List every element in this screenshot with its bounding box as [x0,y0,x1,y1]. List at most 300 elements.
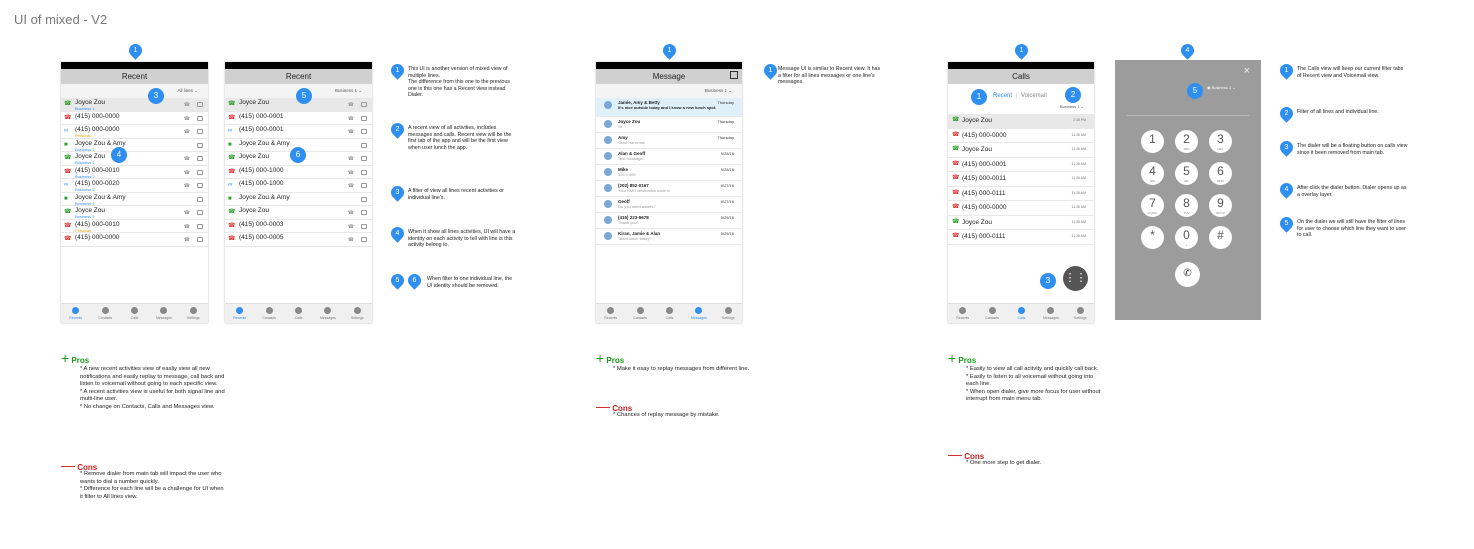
keypad-key[interactable] [1175,226,1198,249]
list-item[interactable] [61,166,208,180]
tab-calls[interactable]: Calls [655,304,684,323]
pin-marker: 1 [761,61,779,79]
call-back-icon[interactable]: ☎ [183,169,190,176]
note-text: The Calls view will keep our current filter tabs of Recent view and Voicemail view. [1297,66,1404,79]
conversation-preview: Your SMS verification code is [618,188,670,193]
key-letters: ABC [1183,147,1190,151]
tab-messages[interactable]: Messages [149,304,178,323]
dialer-fab[interactable] [1063,266,1088,291]
list-item[interactable] [61,220,208,234]
tab-bar [596,303,742,323]
tab-contacts[interactable]: Contacts [90,304,119,323]
list-item[interactable] [225,206,372,220]
missed-call-icon: ☎ [952,204,960,210]
tab-calls[interactable]: Calls [120,304,149,323]
contact-name: Joyce Zou [239,99,269,106]
call-back-icon[interactable]: ☎ [347,156,354,162]
call-item[interactable] [948,201,1094,216]
message-icon[interactable] [197,197,203,202]
message-icon: ■ [228,141,232,148]
call-button[interactable] [1175,262,1200,287]
keypad-key[interactable] [1141,130,1164,153]
pin-marker [1277,214,1295,232]
list-item[interactable] [225,193,372,207]
missed-call-icon: ☎ [952,131,960,138]
keypad-icon: ⋮⋮ [1064,272,1087,284]
contact-name: Joyce Zou [75,207,105,214]
list-item[interactable] [61,206,208,220]
message-icon[interactable] [361,102,367,107]
keypad-key[interactable] [1141,194,1164,217]
call-back-icon[interactable]: ☎ [183,156,190,162]
page-title: UI of mixed - V2 [14,12,108,27]
pros-section: + Pros [61,350,90,366]
dialer-overlay [1115,60,1261,320]
caller-name: Joyce Zou [962,146,992,153]
call-in-icon: ☎ [64,209,72,215]
caller-name: (415) 000-0001 [962,160,1007,168]
callout-badge: 4 [111,147,127,163]
list-item[interactable] [61,193,208,207]
tab-contacts[interactable]: Contacts [977,304,1006,323]
pin-number: 1 [395,67,400,74]
keypad-key[interactable] [1141,226,1164,249]
list-item[interactable] [225,166,372,180]
contact-name: Joyce Zou & Amy [75,139,126,147]
call-in-icon: ☎ [952,146,960,152]
tab-settings[interactable]: Settings [343,304,372,323]
missed-call-icon: ☎ [228,168,236,175]
conversation-preview: Do you need assets? [618,204,656,209]
voicemail-icon: ∞ [228,128,233,134]
cons-text: * Chances of replay message by mistake. [613,412,720,418]
pros-text: * Make it esay to replay messages from different line. [613,366,750,372]
message-icon[interactable] [197,170,203,175]
conversation-item[interactable] [596,98,742,117]
contact-name: (415) 000-0010 [75,166,120,174]
key-digit: 1 [1149,132,1156,146]
tab-voicemail[interactable]: Voicemail [1021,93,1047,99]
keypad-key[interactable] [1175,130,1198,153]
pros-section: + Pros [596,350,625,366]
pin-marker [388,61,406,79]
call-item[interactable] [948,230,1094,245]
message-icon: ■ [64,195,68,202]
contact-name: Joyce Zou [239,153,269,160]
pin-number: 3 [395,189,400,196]
call-back-icon[interactable]: ☎ [347,183,354,189]
call-back-icon[interactable]: ☎ [183,183,190,189]
callout-badge: 5 [1187,83,1203,99]
note-text: This UI is another version of mixed view of multiple lines. The difference from this one to the previous one is this one has a Recent view instead Dialer. [408,66,511,99]
pin-marker: 1 [1012,41,1030,59]
timestamp: 9/28/16 [720,167,734,172]
caller-name: Joyce Zou [962,117,992,124]
timestamp: 9/25/16 [720,215,734,220]
pin-marker [1277,104,1295,122]
cons-section: — Cons [596,398,633,414]
key-digit: 0 [1183,228,1190,242]
note-text: When it show all lines activities, UI will have a identity on each activity to tell with line is this activity belong to. [408,229,516,249]
timestamp: 11:26 AM [1071,132,1086,137]
pros-text: * A new recent activities view of easliy view all new notifications and easily replay to message, call back and listen to voicemail without going to each specific view. * A recent activities view is useful for both signal line and multi-line user. * No change on Contacts, Calls and Messages view. [80,366,225,410]
message-icon[interactable] [361,224,367,229]
contact-name: (415) 000-0000 [75,126,120,133]
divider [1127,115,1249,116]
avatar [604,232,612,240]
voicemail-icon: ∞ [64,182,69,188]
keypad-key[interactable] [1209,226,1232,249]
line-filter[interactable]: All lines ⌄ [61,84,208,98]
list-item[interactable] [61,125,208,139]
message-icon[interactable] [361,210,367,215]
pin-marker [405,271,423,289]
timestamp: Thursday [717,119,734,124]
line-filter[interactable]: Business 1 ⌄ [1059,104,1084,109]
screen-header: Recent [61,69,208,84]
pin-marker [388,224,406,242]
pros-text: * Easily to view all call acitvity and quickly call back. * Easily to listen to all voicemail without going into each line. * When open dialer, give more focus for user without interrupt from main menu tab. [966,366,1101,403]
key-letters: + [1185,243,1188,247]
conversation-name: Jamie, Amy & Betty [618,100,660,105]
recent-all-lines-screen [61,62,208,323]
status-bar [948,62,1094,69]
play-icon[interactable] [197,129,203,134]
call-item[interactable] [948,143,1094,158]
call-in-icon: ☎ [228,209,236,215]
conversation-name: (415) 223-5678 [618,215,649,220]
message-icon[interactable] [197,116,203,121]
message-icon[interactable] [361,116,367,121]
contact-name: (415) 000-0005 [239,234,284,241]
conversation-item[interactable] [596,229,742,245]
missed-call-icon: ☎ [64,236,72,242]
missed-call-icon: ☎ [64,114,72,121]
keypad-key[interactable] [1175,194,1198,217]
contact-name: Joyce Zou & Amy [75,193,126,201]
message-icon[interactable] [361,197,367,202]
pin-marker [1277,180,1295,198]
list-item[interactable] [61,112,208,126]
tab-contacts[interactable]: Contacts [625,304,654,323]
list-item[interactable] [225,220,372,234]
caller-name: (415) 000-0111 [962,233,1006,240]
line-identity: Business 1 [75,146,95,152]
tab-messages[interactable]: Messages [684,304,713,323]
avatar [604,101,612,109]
message-icon[interactable] [361,156,367,161]
call-back-icon[interactable]: ☎ [347,237,354,243]
note-text: The dialer will be a floating button on calls view since it been removed from main tab. [1297,143,1408,156]
call-back-icon[interactable]: ☎ [347,210,354,216]
tab-messages[interactable]: Messages [1036,304,1065,323]
line-identity: Personal [75,133,91,138]
pin-marker [1277,138,1295,156]
caller-name: (415) 000-0000 [962,131,1007,139]
cons-section: — Cons [61,457,98,473]
keypad-key[interactable] [1209,130,1232,153]
contact-name: Joyce Zou [75,99,105,106]
message-icon[interactable] [197,102,203,107]
key-letters: MNO [1217,179,1224,183]
tab-calls[interactable]: Calls [284,304,313,323]
avatar [604,168,612,176]
line-identity: Business 1 [75,160,95,165]
compose-icon[interactable] [730,71,738,79]
callout-badge: 6 [290,147,306,163]
contact-name: Joyce Zou & Amy [239,193,290,201]
line-identity: Business 1 [75,214,95,219]
call-back-icon[interactable]: ☎ [183,129,190,135]
contact-name: Joyce Zou & Amy [239,139,290,147]
line-filter[interactable]: Business 1 ⌄ [596,84,742,98]
keypad-key[interactable] [1175,162,1198,185]
tab-divider: | [1016,93,1018,99]
list-item[interactable] [225,125,372,139]
caller-name: Joyce Zou [962,218,992,226]
conversation-preview: Test message [618,156,643,161]
timestamp: 9/27/16 [720,183,734,188]
avatar [604,152,612,160]
call-back-icon[interactable]: ☎ [347,169,354,176]
conversation-preview: It's nice outside today and I know a new lunch spot. [618,105,717,110]
conversation-preview: 314 x 409 [618,172,636,177]
conversation-name: (202) 852-0167 [618,183,649,188]
tab-bar [225,303,372,323]
list-item[interactable] [61,152,208,166]
call-item[interactable] [948,129,1094,144]
missed-call-icon: ☎ [952,175,960,181]
missed-call-icon: ☎ [228,114,236,121]
conversation-item[interactable] [596,165,742,181]
conversation-name: Joyce Zou [618,119,641,124]
avatar [604,184,612,192]
message-icon[interactable] [197,224,203,229]
pros-section: + Pros [948,350,977,366]
tab-recents[interactable]: Recents [948,304,977,323]
list-item[interactable] [225,233,372,247]
call-item[interactable] [948,158,1094,173]
play-icon[interactable] [361,183,367,188]
conversation-item[interactable] [596,181,742,197]
timestamp: 9/25/16 [720,231,734,236]
pin-marker: 4 [1178,41,1196,59]
missed-call-icon: ☎ [228,236,236,242]
call-back-icon[interactable]: ☎ [183,115,190,122]
pin-marker [388,183,406,201]
pin-marker: 1 [660,41,678,59]
pin-marker: 1 [126,41,144,59]
key-digit: 7 [1149,196,1156,210]
call-back-icon[interactable]: ☎ [183,102,190,108]
list-item[interactable] [61,179,208,193]
conversation-preview: Thank you! [618,220,638,225]
recent-list [225,98,372,247]
caller-name: (415) 000-0011 [962,175,1006,182]
missed-call-icon: ☎ [952,189,960,196]
conversation-item[interactable] [596,149,742,165]
key-letters: TUV [1183,211,1190,215]
tab-contacts[interactable]: Contacts [254,304,283,323]
conversation-preview: Hi [618,124,622,129]
tab-settings[interactable]: Settings [1066,304,1094,323]
line-identity: Business 1 [75,106,95,111]
message-note: Message UI is similar to Recent view. It has a filter for all lines messages or one line's messages. [778,66,881,86]
avatar [604,136,612,144]
message-icon[interactable] [361,237,367,242]
message-icon[interactable] [197,156,203,161]
contact-name: Joyce Zou [239,207,269,214]
key-letters: DEF [1217,147,1224,151]
message-icon[interactable] [197,237,203,242]
call-back-icon[interactable]: ☎ [183,223,190,230]
cons-text: * Remove dialer from main tab will impact the user who wants to dial a number quickly. * Difference for each line will be a challenge for UI when it filter to All lines view. [80,471,224,500]
line-identity: Business 1 [75,200,95,206]
tab-recents[interactable]: Recents [61,304,90,323]
conversation-name: Mike [618,167,629,172]
status-bar [61,62,208,69]
missed-call-icon: ☎ [64,168,72,175]
play-icon[interactable] [361,129,367,134]
pin-number: 1 [1284,67,1289,74]
note-text: On the dialer we will still have the filter of lines for user to choose which line they want to user to call. [1297,219,1406,239]
key-letters: JKL [1183,179,1190,183]
call-back-icon[interactable]: ☎ [183,210,190,216]
pin-number: 6 [412,277,417,284]
line-filter[interactable]: Business 1 ⌄ [225,84,372,98]
contact-name: (415) 000-1000 [239,180,284,187]
call-back-icon[interactable]: ☎ [347,115,354,122]
keypad-key[interactable] [1209,194,1232,217]
message-icon[interactable] [197,143,203,148]
call-item[interactable] [948,216,1094,231]
message-icon[interactable] [361,170,367,175]
key-digit: 6 [1217,164,1224,178]
pin-marker [388,120,406,138]
call-back-icon[interactable]: ☎ [347,129,354,135]
callout-badge: 1 [971,89,987,105]
conversation-preview: Send me email [618,140,645,145]
play-icon[interactable] [197,183,203,188]
call-in-icon: ☎ [64,155,72,161]
contact-name: (415) 000-0000 [75,234,120,241]
contact-name: (415) 000-0003 [239,220,284,228]
keypad-key[interactable] [1209,162,1232,185]
callout-badge: 3 [1040,273,1056,289]
key-digit: # [1217,228,1224,242]
pin-number: 5 [1284,220,1289,227]
key-digit: 8 [1183,196,1190,210]
call-in-icon: ☎ [228,155,236,161]
conversation-name: Geoff [618,199,630,204]
avatar [604,216,612,224]
voicemail-icon: ∞ [228,182,233,188]
call-in-icon: ☎ [64,101,72,107]
timestamp: 11:26 AM [1071,147,1086,151]
key-letters: WXYZ [1216,211,1225,215]
call-back-icon[interactable]: ☎ [183,237,190,243]
conversation-preview: Team lunch today? [618,236,652,241]
keypad-key[interactable] [1141,162,1164,185]
pin-number: 3 [1284,144,1289,151]
key-digit: * [1150,228,1155,242]
message-icon[interactable] [361,143,367,148]
recent-list [61,98,208,247]
timestamp: 9/27/16 [720,199,734,204]
pin-number: 4 [1284,186,1289,193]
timestamp: 11:26 AM [1071,190,1086,195]
callout-badge: 2 [1065,87,1081,103]
tab-settings[interactable]: Settings [714,304,742,323]
list-item[interactable] [61,98,208,112]
missed-call-icon: ☎ [952,233,960,239]
key-digit: 9 [1217,196,1224,210]
pin-number: 4 [395,230,400,237]
message-icon: ■ [64,141,68,148]
call-item[interactable] [948,172,1094,187]
timestamp: 2:38 PM [1072,118,1086,122]
close-icon[interactable]: × [1243,65,1250,77]
message-list [596,98,742,245]
tab-messages[interactable]: Messages [313,304,342,323]
line-identity: Business 2 [75,187,95,192]
avatar [604,120,612,128]
call-item[interactable] [948,114,1094,129]
conversation-item[interactable] [596,117,742,133]
note-text: When filter to one individual line, the UI identity should be removed. [427,276,513,289]
status-bar [225,62,372,69]
tab-recents[interactable]: Recents [225,304,254,323]
tab-recent[interactable]: Recent [993,93,1013,99]
call-back-icon[interactable]: ☎ [347,223,354,230]
list-item[interactable] [61,233,208,247]
call-in-icon: ☎ [952,218,960,225]
call-item[interactable] [948,187,1094,202]
key-digit: 5 [1183,164,1190,178]
line-identity: Business 2 [75,173,95,179]
note-text: After click the dialer button. Dialer opens up as a overlay layer. [1297,185,1407,198]
timestamp: 11:26 AM [1071,205,1086,209]
pin-marker [1277,61,1295,79]
pin-number: 2 [395,126,400,133]
status-bar [596,62,742,69]
tab-bar [61,303,208,323]
line-filter[interactable]: ◉ Business 1 ⌄ [1207,85,1236,90]
list-item[interactable] [225,179,372,193]
call-back-icon[interactable]: ☎ [347,102,354,108]
conversation-name: Kiran, Jamie & Alan [618,231,661,236]
tab-settings[interactable]: Settings [179,304,208,323]
conversation-item[interactable] [596,213,742,229]
missed-call-icon: ☎ [64,222,72,229]
list-item[interactable] [61,139,208,153]
conversation-item[interactable] [596,133,742,149]
tab-bar [948,303,1094,323]
tab-recents[interactable]: Recents [596,304,625,323]
conversation-item[interactable] [596,197,742,213]
conversation-name: Amy [618,135,628,140]
message-screen [596,62,742,323]
contact-name: (415) 000-1000 [239,166,284,174]
line-identity: Personal [75,227,91,233]
key-digit: 4 [1149,164,1156,178]
message-icon[interactable] [197,210,203,215]
calls-list [948,114,1094,245]
tab-calls[interactable]: Calls [1007,304,1036,323]
timestamp: Thursday [717,100,734,105]
list-item[interactable] [225,112,372,126]
message-icon: ■ [228,195,232,202]
